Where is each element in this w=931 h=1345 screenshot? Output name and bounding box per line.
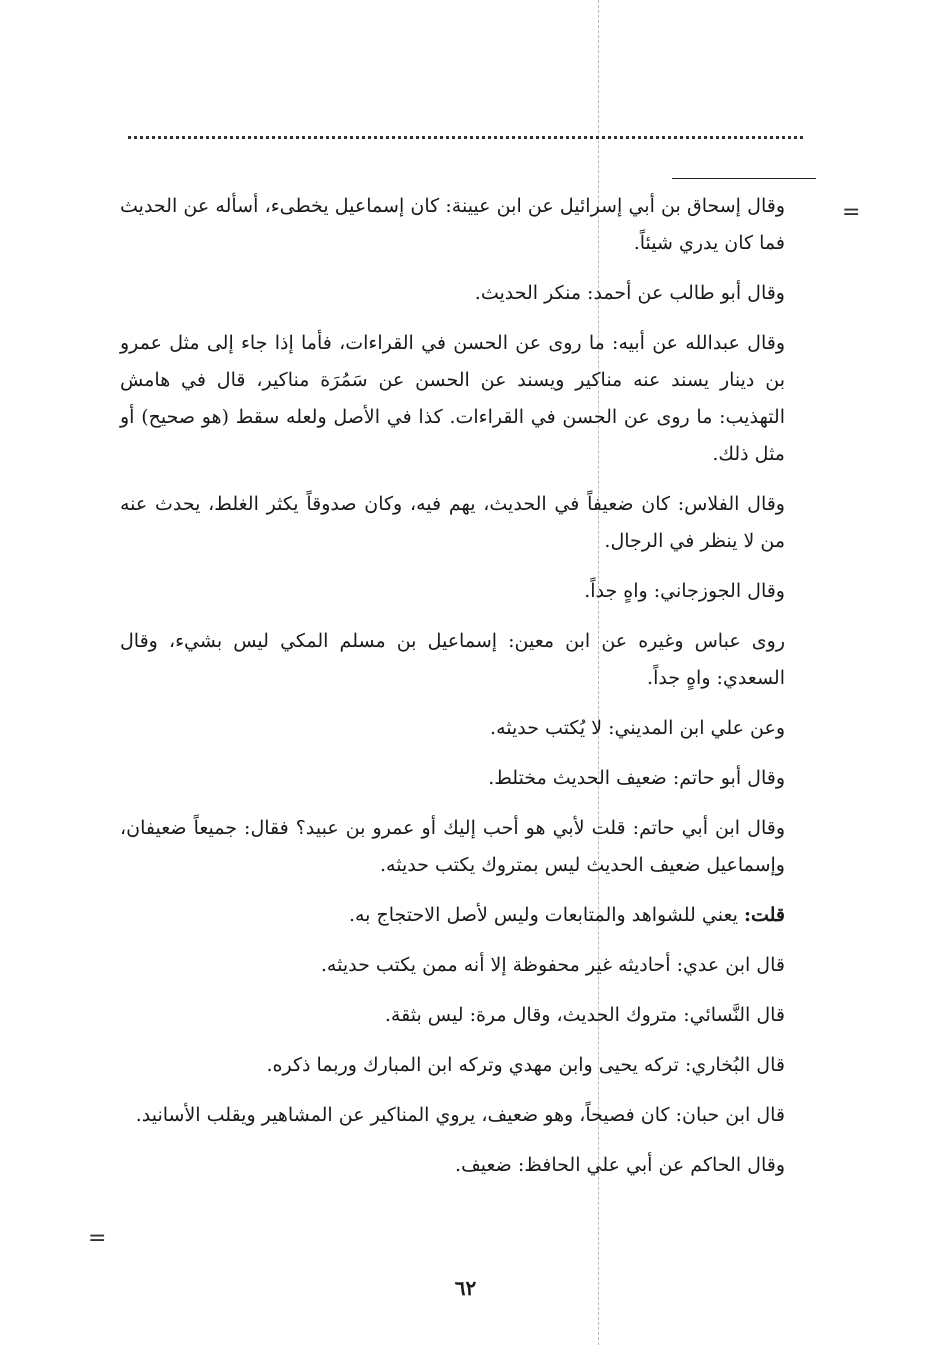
paragraph: [120, 623, 785, 697]
header-short-rule: [672, 178, 816, 179]
page-body: [120, 188, 785, 1197]
paragraph: [120, 486, 785, 560]
margin-mark-bottom: =: [88, 1226, 107, 1251]
paragraph-text: وقال إسحاق بن أبي إسرائيل عن ابن عيينة: كان إسماعيل يخطىء، أسأله عن الحديث فما كان يدري شيئاً.: [120, 195, 785, 254]
paragraph: [120, 275, 785, 312]
paragraph-text: وعن علي ابن المديني: لا يُكتب حديثه.: [490, 717, 785, 739]
paragraph-text: قال النَّسائي: متروك الحديث، وقال مرة: ليس بثقة.: [384, 1004, 785, 1026]
margin-mark-top: =: [842, 200, 861, 225]
paragraph: [120, 947, 785, 984]
paragraph-text: قال البُخاري: تركه يحيى وابن مهدي وتركه ابن المبارك وربما ذكره.: [266, 1054, 785, 1076]
paragraph-text: وقال أبو طالب عن أحمد: منكر الحديث.: [474, 282, 785, 304]
paragraph: [120, 1147, 785, 1184]
paragraph: [120, 897, 785, 934]
page-number: ٦٢: [454, 1276, 477, 1300]
paragraph: [120, 997, 785, 1034]
paragraph-text: قال ابن حبان: كان فصيحاً، وهو ضعيف، يروي المناكير عن المشاهير ويقلب الأسانيد.: [135, 1104, 785, 1126]
paragraph-text: وقال ابن أبي حاتم: قلت لأبي هو أحب إليك أو عمرو بن عبيد؟ فقال: جميعاً ضعيفان، وإسماعيل ضعيف الحديث ليس بمتروك يكتب حديثه.: [120, 817, 785, 876]
paragraph: [120, 325, 785, 473]
paragraph: [120, 810, 785, 884]
paragraph-text: وقال الحاكم عن أبي علي الحافظ: ضعيف.: [455, 1154, 785, 1176]
paragraph: [120, 573, 785, 610]
paragraph-text: وقال الفلاس: كان ضعيفاً في الحديث، يهم فيه، وكان صدوقاً يكثر الغلط، يحدث عنه من لا ينظر في الرجال.: [120, 493, 785, 552]
paragraph-text: وقال الجوزجاني: واهٍ جداً.: [584, 580, 785, 602]
paragraph: [120, 1097, 785, 1134]
paragraph: [120, 760, 785, 797]
paragraph-text: يعني للشواهد والمتابعات وليس لأصل الاحتجاج به.: [348, 904, 744, 926]
paragraph: [120, 188, 785, 262]
paragraph: [120, 710, 785, 747]
paragraph-text: قال ابن عدي: أحاديثه غير محفوظة إلا أنه ممن يكتب حديثه.: [320, 954, 785, 976]
header-dotted-rule: [128, 136, 803, 139]
paragraph-lead: قلت:: [743, 904, 785, 926]
paragraph-text: روى عباس وغيره عن ابن معين: إسماعيل بن مسلم المكي ليس بشيء، وقال السعدي: واهٍ جداً.: [120, 630, 785, 689]
paragraph: [120, 1047, 785, 1084]
paragraph-text: وقال أبو حاتم: ضعيف الحديث مختلط.: [488, 767, 785, 789]
paragraph-text: وقال عبدالله عن أبيه: ما روى عن الحسن في القراءات، فأما إذا جاء إلى مثل عمرو بن دينار يسند عنه مناكير ويسند عن الحسن عن سَمُرَة مناكير، قال في هامش التهذيب: ما روى عن الحسن في القراءات. كذا في الأصل ولعله سقط (هو صحيح) أو مثل ذلك.: [120, 332, 785, 465]
